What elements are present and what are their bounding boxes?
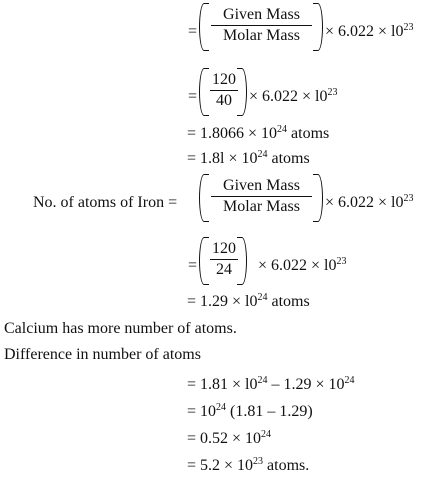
statement-text: Calcium has more number of atoms. [4, 320, 237, 337]
exponent: 23 [403, 193, 414, 204]
exponent: 24 [261, 429, 272, 440]
exponent: 23 [327, 87, 338, 98]
numerator: Given Mass [223, 177, 300, 194]
difference-line [187, 402, 313, 422]
right-paren [313, 3, 323, 51]
result-value: = 0.52 × 10 [187, 430, 262, 447]
unit: atoms. [263, 457, 310, 474]
multiplier: × 6.022 × l0 [325, 23, 404, 40]
result-line [187, 124, 329, 144]
multiplier: × 6.022 × l0 [249, 88, 328, 105]
right-paren [313, 174, 323, 222]
equals-sign: = [188, 257, 198, 274]
result-line [187, 149, 310, 169]
multiplier-text [249, 87, 338, 107]
numerator: Given Mass [223, 6, 300, 23]
fraction [210, 70, 238, 111]
right-paren [237, 68, 247, 116]
unit: atoms [267, 293, 310, 310]
numerator: 120 [212, 240, 236, 257]
multiplier-text [258, 256, 347, 276]
exponent: 24 [216, 402, 227, 413]
exponent: 24 [257, 149, 268, 160]
denominator: Molar Mass [211, 25, 312, 46]
unit: atoms [287, 125, 330, 142]
multiplier: × 6.022 × l0 [325, 194, 404, 211]
result-value: = 1.8l × 10 [187, 150, 258, 167]
equals-sign: = [188, 88, 198, 105]
denominator: 40 [210, 90, 238, 111]
subtrahend: – 1.29 × 10 [267, 376, 345, 393]
multiplier-text [325, 193, 414, 213]
multiplier-text [325, 22, 414, 42]
statement-text: Difference in number of atoms [4, 346, 201, 363]
unit: atoms [267, 150, 310, 167]
numerator: 120 [212, 71, 236, 88]
exponent: 24 [277, 124, 288, 135]
iron-atoms-label: No. of atoms of Iron = [33, 194, 178, 211]
fraction-given-over-molar [199, 174, 324, 224]
result-value: = 10 [187, 403, 217, 420]
difference-line [187, 375, 355, 395]
exponent: 24 [344, 375, 355, 386]
exponent: 23 [336, 256, 347, 267]
fraction-given-over-molar [199, 3, 324, 53]
multiplier: × 6.022 × l0 [258, 257, 337, 274]
exponent: 23 [403, 22, 414, 33]
result-value: = 5.2 × 10 [187, 457, 254, 474]
difference-line [187, 429, 271, 449]
fraction-120-over-24 [199, 237, 247, 287]
exponent: 23 [253, 456, 264, 467]
fraction [211, 5, 312, 46]
fraction [211, 176, 312, 217]
equals-sign: = [188, 23, 198, 40]
result-line [187, 292, 310, 312]
result-value: = 1.8066 × 10 [187, 125, 278, 142]
left-paren [199, 174, 209, 222]
factor: (1.81 – 1.29) [226, 403, 313, 420]
left-paren [199, 68, 209, 116]
result-value: = 1.81 × l0 [187, 376, 258, 393]
exponent: 24 [257, 292, 268, 303]
right-paren [237, 237, 247, 285]
result-value: = 1.29 × l0 [187, 293, 258, 310]
denominator: Molar Mass [211, 196, 312, 217]
exponent: 24 [257, 375, 268, 386]
final-answer [187, 456, 309, 476]
left-paren [199, 237, 209, 285]
fraction [210, 239, 238, 280]
denominator: 24 [210, 259, 238, 280]
fraction-120-over-40 [199, 68, 247, 118]
left-paren [199, 3, 209, 51]
